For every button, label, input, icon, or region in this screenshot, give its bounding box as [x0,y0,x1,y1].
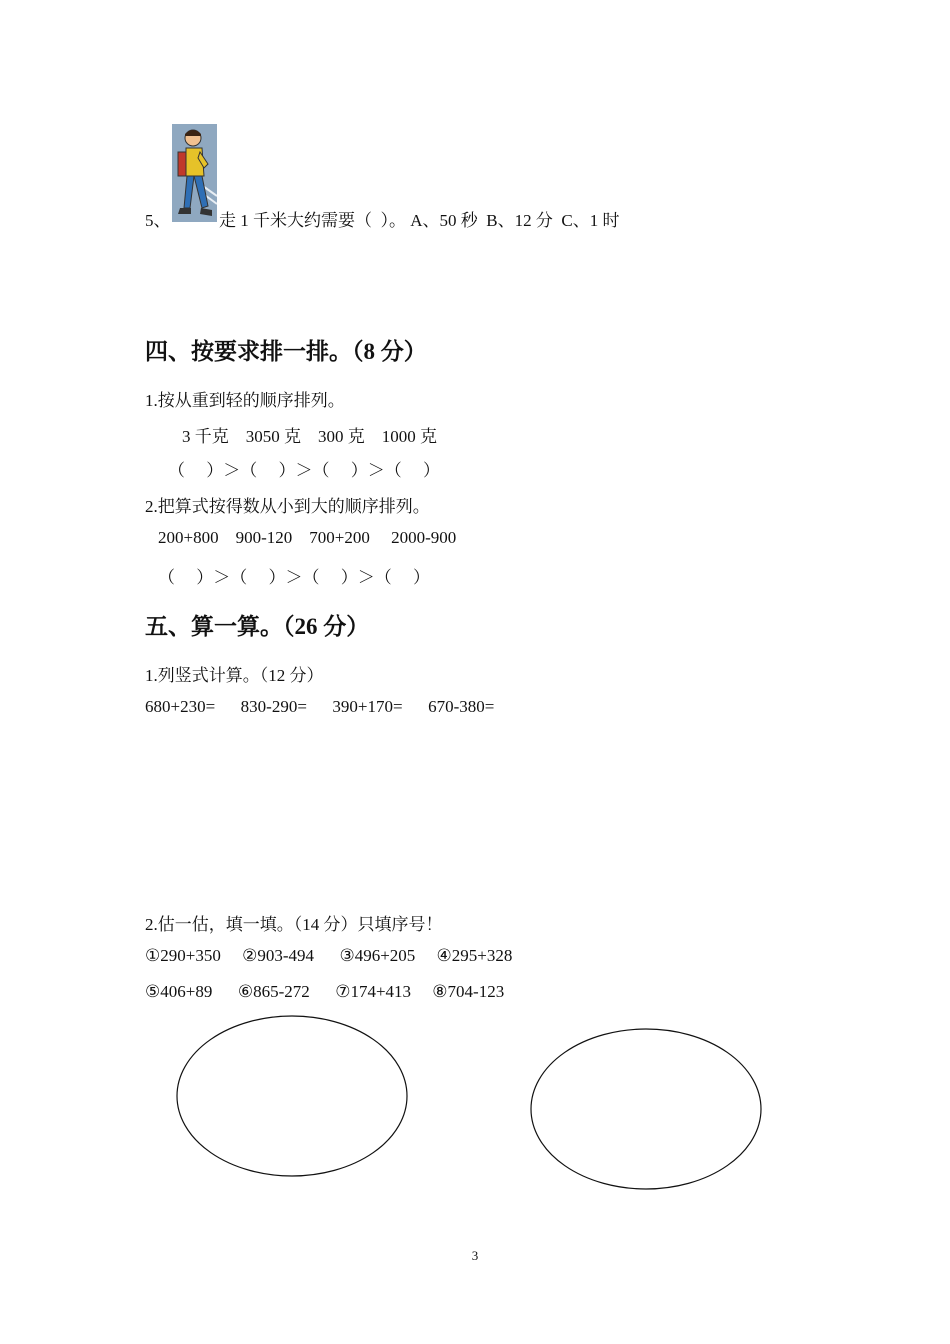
section-5-q1-label: 1.列竖式计算。（12 分） [145,666,324,685]
section-4-title: 四、按要求排一排。（8 分） [145,339,427,364]
page-number: 3 [471,1248,479,1263]
section-5-q2-row1: ①290+350 ②903-494 ③496+205 ④295+328 [145,946,513,965]
section-4-q1-items: 3 千克 3050 克 300 克 1000 克 [182,427,437,446]
section-4-q2-blanks: （ ）＞（ ）＞（ ）＞（ ） [158,568,430,587]
section-4-q2-label: 2.把算式按得数从小到大的顺序排列。 [145,497,430,516]
section-4-q2-items: 200+800 900-120 700+200 2000-900 [158,528,457,547]
answer-ellipse-left [175,1013,409,1179]
section-5-q1-items: 680+230= 830-290= 390+170= 670-380= [145,697,495,716]
question-5-text: 走 1 千米大约需要（ ）。 A、50 秒 B、12 分 C、1 时 [219,211,620,230]
section-5-q2-label: 2.估一估，填一填。（14 分）只填序号！ [145,915,443,934]
walking-boy-illustration [172,124,217,222]
section-4-q1-label: 1.按从重到轻的顺序排列。 [145,391,345,410]
question-5-number: 5、 [145,211,171,230]
section-5-q2-row2: ⑤406+89 ⑥865-272 ⑦174+413 ⑧704-123 [145,982,505,1001]
answer-ellipse-right [529,1026,763,1192]
section-4-q1-blanks: （ ）＞（ ）＞（ ）＞（ ） [168,461,440,480]
section-5-title: 五、算一算。（26 分） [145,614,370,639]
